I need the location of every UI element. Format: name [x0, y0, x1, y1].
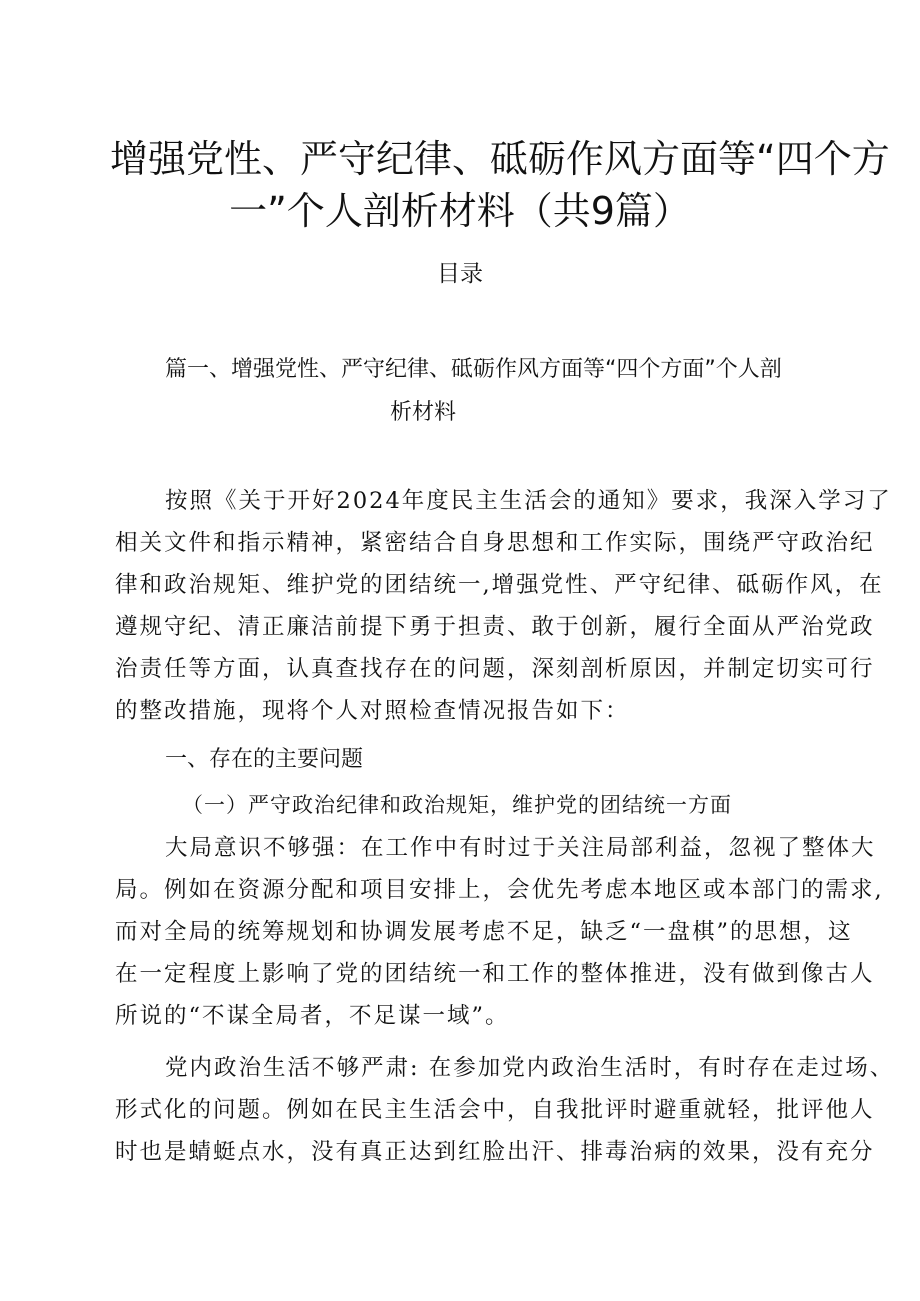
paragraph-2-line: 而对全局的统筹规划和协调发展考虑不足，缺乏“一盘棋”的思想，这: [115, 919, 853, 945]
paragraph-2-line: 所说的“不谋全局者，不足谋一域”。: [115, 1003, 510, 1029]
paragraph-2-line: 大局意识不够强：在工作中有时过于关注局部利益，忽视了整体大: [165, 835, 876, 861]
section-heading: 一、存在的主要问题: [165, 747, 364, 772]
document-title-line-2: 一”个人剖析材料（共9篇）: [229, 189, 691, 233]
paragraph-1-line: 按照《关于开好2024年度民主生活会的通知》要求，我深入学习了: [165, 488, 892, 514]
subsection-heading: （一）严守政治纪律和政治规矩，维护党的团结统一方面: [182, 793, 732, 817]
paragraph-3-line: 形式化的问题。例如在民主生活会中，自我批评时避重就轻，批评他人: [115, 1097, 875, 1123]
paragraph-1-line: 遵规守纪、清正廉洁前提下勇于担责、敢于创新，履行全面从严治党政: [115, 614, 875, 640]
document-title-line-1: 增强党性、严守纪律、砥砺作风方面等“四个方: [110, 137, 890, 181]
paragraph-1-line: 的整改措施，现将个人对照检查情况报告如下：: [115, 698, 630, 724]
toc-entry-line-1: 篇一、增强党性、严守纪律、砥砺作风方面等“四个方面”个人剖: [165, 357, 782, 382]
paragraph-2-line: 局。例如在资源分配和项目安排上，会优先考虑本地区或本部门的需求,: [115, 877, 884, 903]
paragraph-1-line: 律和政治规矩、维护党的团结统一,增强党性、严守纪律、砥砺作风，在: [115, 572, 884, 598]
paragraph-3-line: 党内政治生活不够严肃: 在参加党内政治生活时，有时存在走过场、: [165, 1055, 895, 1081]
paragraph-3-line: 时也是蜻蜓点水，没有真正达到红脸出汗、排毒治病的效果，没有充分: [115, 1139, 875, 1165]
paragraph-1-line: 相关文件和指示精神，紧密结合自身思想和工作实际，围绕严守政治纪: [115, 530, 875, 556]
toc-entry-line-2: 析材料: [390, 400, 457, 425]
paragraph-2-line: 在一定程度上影响了党的团结统一和工作的整体推进，没有做到像古人: [115, 961, 875, 987]
toc-heading: 目录: [437, 261, 483, 287]
paragraph-1-line: 治责任等方面，认真查找存在的问题，深刻剖析原因，并制定切实可行: [115, 656, 875, 682]
